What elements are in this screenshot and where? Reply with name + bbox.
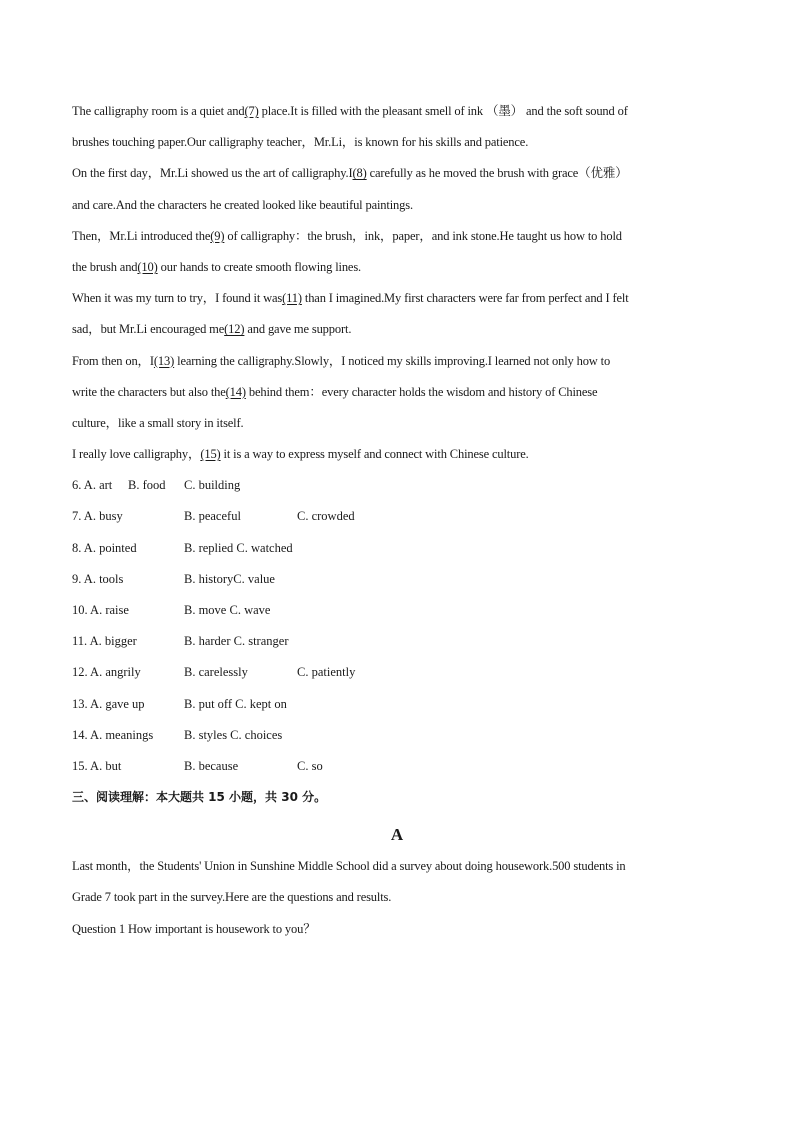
passage-line [72, 439, 722, 470]
option-a: 8. A. pointed [72, 540, 137, 555]
blank-11: (11) [282, 291, 302, 306]
blank-13: (13) [153, 353, 175, 368]
question-row [72, 751, 722, 782]
passage-line: Grade 7 took part in the survey.Here are the questions and results. [72, 890, 392, 905]
option-b: B. carelessly [184, 665, 248, 680]
blank-8: (8) [352, 166, 367, 181]
question-line: Question 1 How important is housework to you？ [72, 921, 316, 936]
passage-text: The calligraphy room is a quiet and [72, 104, 245, 118]
passage-text: write the characters but also the [72, 384, 226, 399]
passage-text: carefully as he moved the brush with grace（优雅） [366, 166, 628, 181]
passage-text: When it was my turn to try，I found it was [72, 291, 283, 306]
passage-text: learning the calligraphy.Slowly，I noticed my skills improving.I learned not only how to [174, 353, 611, 368]
section-title: 三、阅读理解：本大题共 15 小题，共 30 分。 [72, 790, 327, 805]
option-a: 12. A. angrily [72, 665, 141, 680]
passage-text: it is a way to express myself and connect with Chinese culture. [220, 447, 529, 462]
passage-text: sad，but Mr.Li encouraged me [72, 322, 225, 337]
question-row [72, 470, 722, 501]
passage-text: the brush and [72, 259, 138, 274]
option-c: C. building [184, 478, 241, 493]
option-a: 15. A. but [72, 758, 122, 773]
passage-text: On the first day，Mr.Li showed us the art of calligraphy.I [72, 166, 353, 181]
passage-text: Then，Mr.Li introduced the [72, 228, 211, 243]
passage-line [72, 377, 722, 408]
passage-text: place.It is filled with the pleasant smell of ink （墨） and the soft sound of [258, 104, 628, 118]
document-page [72, 96, 722, 945]
option-b: B. replied C. watched [184, 540, 293, 555]
question-row [72, 689, 722, 720]
option-c: C. crowded [297, 509, 355, 524]
passage-line [72, 314, 722, 345]
question-row [72, 720, 722, 751]
option-b: B. because [184, 758, 239, 773]
option-b: B. peaceful [184, 509, 241, 524]
blank-12: (12) [224, 322, 245, 337]
option-b: B. food [128, 478, 166, 493]
passage-line [72, 283, 722, 314]
blank-15: (15) [200, 447, 221, 462]
option-c: C. so [297, 758, 323, 773]
passage-text: of calligraphy：the brush，ink，paper，and ink stone.He taught us how to hold [224, 228, 622, 243]
passage-line [72, 252, 722, 283]
passage-line: Last month，the Students' Union in Sunshine Middle School did a survey about doing housework.500 students in [72, 859, 626, 874]
passage-text: behind them：every character holds the wisdom and history of Chinese [245, 384, 598, 399]
option-a: 9. A. tools [72, 571, 124, 586]
option-a: 6. A. art [72, 478, 113, 493]
question-row [72, 657, 722, 688]
passage-text: our hands to create smooth flowing lines. [157, 259, 362, 274]
passage-text: I really love calligraphy， [72, 447, 201, 462]
passage-line: and care.And the characters he created looked like beautiful paintings. [72, 197, 413, 212]
option-b: B. move C. wave [184, 603, 271, 617]
part-heading: A [390, 825, 404, 845]
passage-line [72, 346, 722, 377]
passage-line [72, 221, 722, 252]
blank-10: (10) [137, 259, 158, 274]
question-row [72, 564, 722, 595]
option-a: 13. A. gave up [72, 696, 145, 711]
passage-text: and gave me support. [244, 322, 352, 337]
passage-line: brushes touching paper.Our calligraphy teacher，Mr.Li，is known for his skills and patience. [72, 135, 529, 150]
option-a: 14. A. meanings [72, 727, 154, 742]
option-b: B. harder C. stranger [184, 634, 289, 649]
blank-14: (14) [225, 384, 246, 399]
question-row [72, 595, 722, 626]
blank-9: (9) [210, 228, 225, 243]
question-row [72, 501, 722, 532]
question-row [72, 533, 722, 564]
option-b: B. styles C. choices [184, 727, 283, 742]
passage-text: than I imagined.My first characters were far from perfect and I felt [301, 291, 629, 306]
option-a: 11. A. bigger [72, 634, 137, 649]
blank-7: (7) [244, 104, 259, 118]
option-a: 10. A. raise [72, 603, 129, 617]
passage-line: culture，like a small story in itself. [72, 415, 244, 430]
passage-line [72, 158, 722, 189]
option-b: B. put off C. kept on [184, 696, 287, 711]
question-row [72, 626, 722, 657]
option-b: B. historyC. value [184, 571, 275, 586]
passage-text: From then on，I [72, 353, 154, 368]
option-a: 7. A. busy [72, 509, 123, 524]
passage-line [72, 96, 722, 127]
option-c: C. patiently [297, 665, 356, 680]
